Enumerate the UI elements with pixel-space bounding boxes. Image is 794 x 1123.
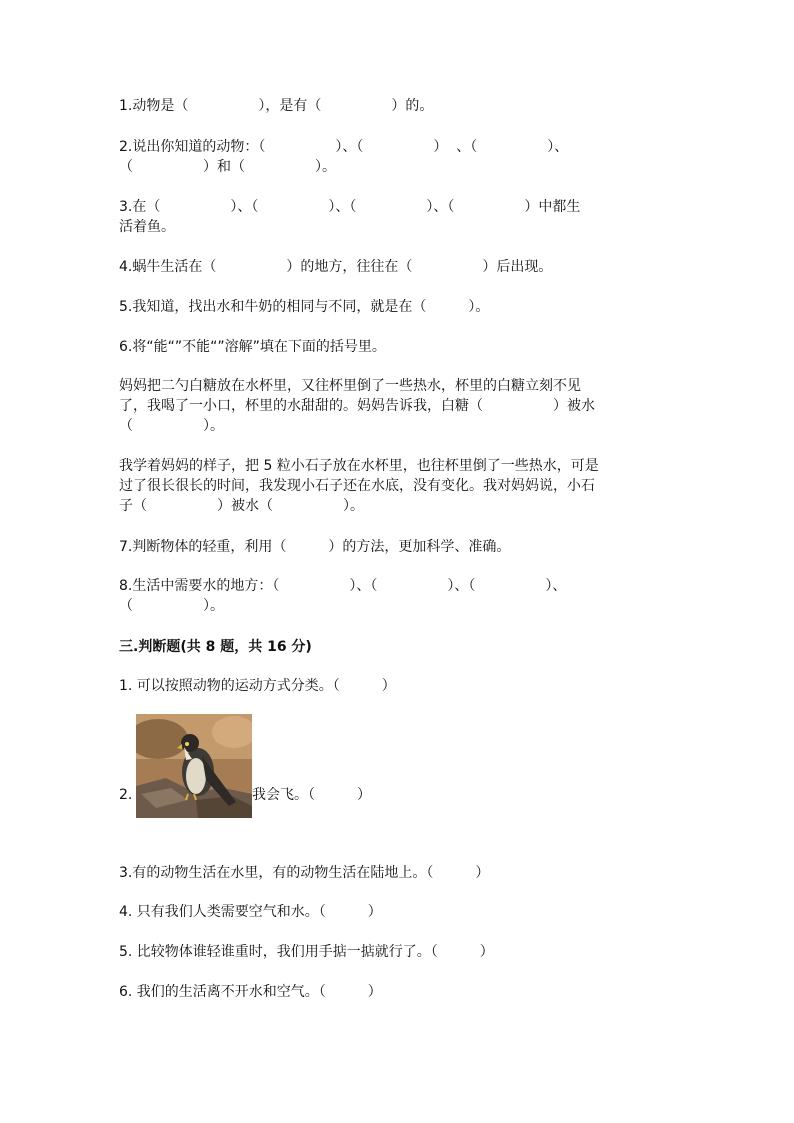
paragraph-sugar-line-2: 了，我喝了一小口，杯里的水甜甜的。妈妈告诉我，白糖（ ）被水: [119, 398, 595, 414]
question-7: 7.判断物体的轻重，利用（ ）的方法，更加科学、准确。: [119, 539, 511, 555]
judgement-3: 3.有的动物生活在水里，有的动物生活在陆地上。（ ）: [119, 865, 490, 881]
question-2-line-2: （ ）和（ ）。: [119, 159, 336, 175]
falcon-photo: [136, 714, 252, 818]
question-1: 1.动物是（ ），是有（ ）的。: [119, 98, 434, 114]
judgement-2-text: 我会飞。（ ）: [252, 787, 371, 803]
judgement-4: 4. 只有我们人类需要空气和水。（ ）: [119, 904, 382, 920]
paragraph-stones-line-3: 子（ ）被水（ ）。: [119, 498, 364, 514]
paragraph-stones-line-2: 过了很长很长的时间，我发现小石子还在水底，没有变化。我对妈妈说，小石: [119, 478, 595, 494]
question-3-line-2: 活着鱼。: [119, 219, 175, 235]
judgement-1: 1. 可以按照动物的运动方式分类。（ ）: [119, 678, 396, 694]
paragraph-stones-line-1: 我学着妈妈的样子，把 5 粒小石子放在水杯里，也往杯里倒了一些热水，可是: [119, 458, 599, 474]
paragraph-sugar-line-1: 妈妈把二勺白糖放在水杯里，又往杯里倒了一些热水，杯里的白糖立刻不见: [119, 378, 581, 394]
question-2-line-1: 2.说出你知道的动物：（ ）、（ ） 、（ ）、: [119, 139, 569, 155]
judgement-5: 5. 比较物体谁轻谁重时，我们用手掂一掂就行了。（ ）: [119, 944, 494, 960]
question-6: 6.将“能“”不能“”溶解”填在下面的括号里。: [119, 339, 386, 355]
question-4: 4.蜗牛生活在（ ）的地方，往往在（ ）后出现。: [119, 259, 553, 275]
paragraph-sugar-line-3: （ ）。: [119, 418, 224, 434]
judgement-2-number: 2.: [119, 787, 133, 803]
judgement-6: 6. 我们的生活离不开水和空气。（ ）: [119, 984, 382, 1000]
question-5: 5.我知道，找出水和牛奶的相同与不同，就是在（ ）。: [119, 299, 490, 315]
section-heading-judgement: 三.判断题(共 8 题，共 16 分): [119, 639, 312, 655]
question-8-line-2: （ ）。: [119, 598, 224, 614]
question-3-line-1: 3.在（ ）、（ ）、（ ）、（ ）中都生: [119, 199, 581, 215]
question-8-line-1: 8.生活中需要水的地方：（ ）、（ ）、（ ）、: [119, 578, 567, 594]
